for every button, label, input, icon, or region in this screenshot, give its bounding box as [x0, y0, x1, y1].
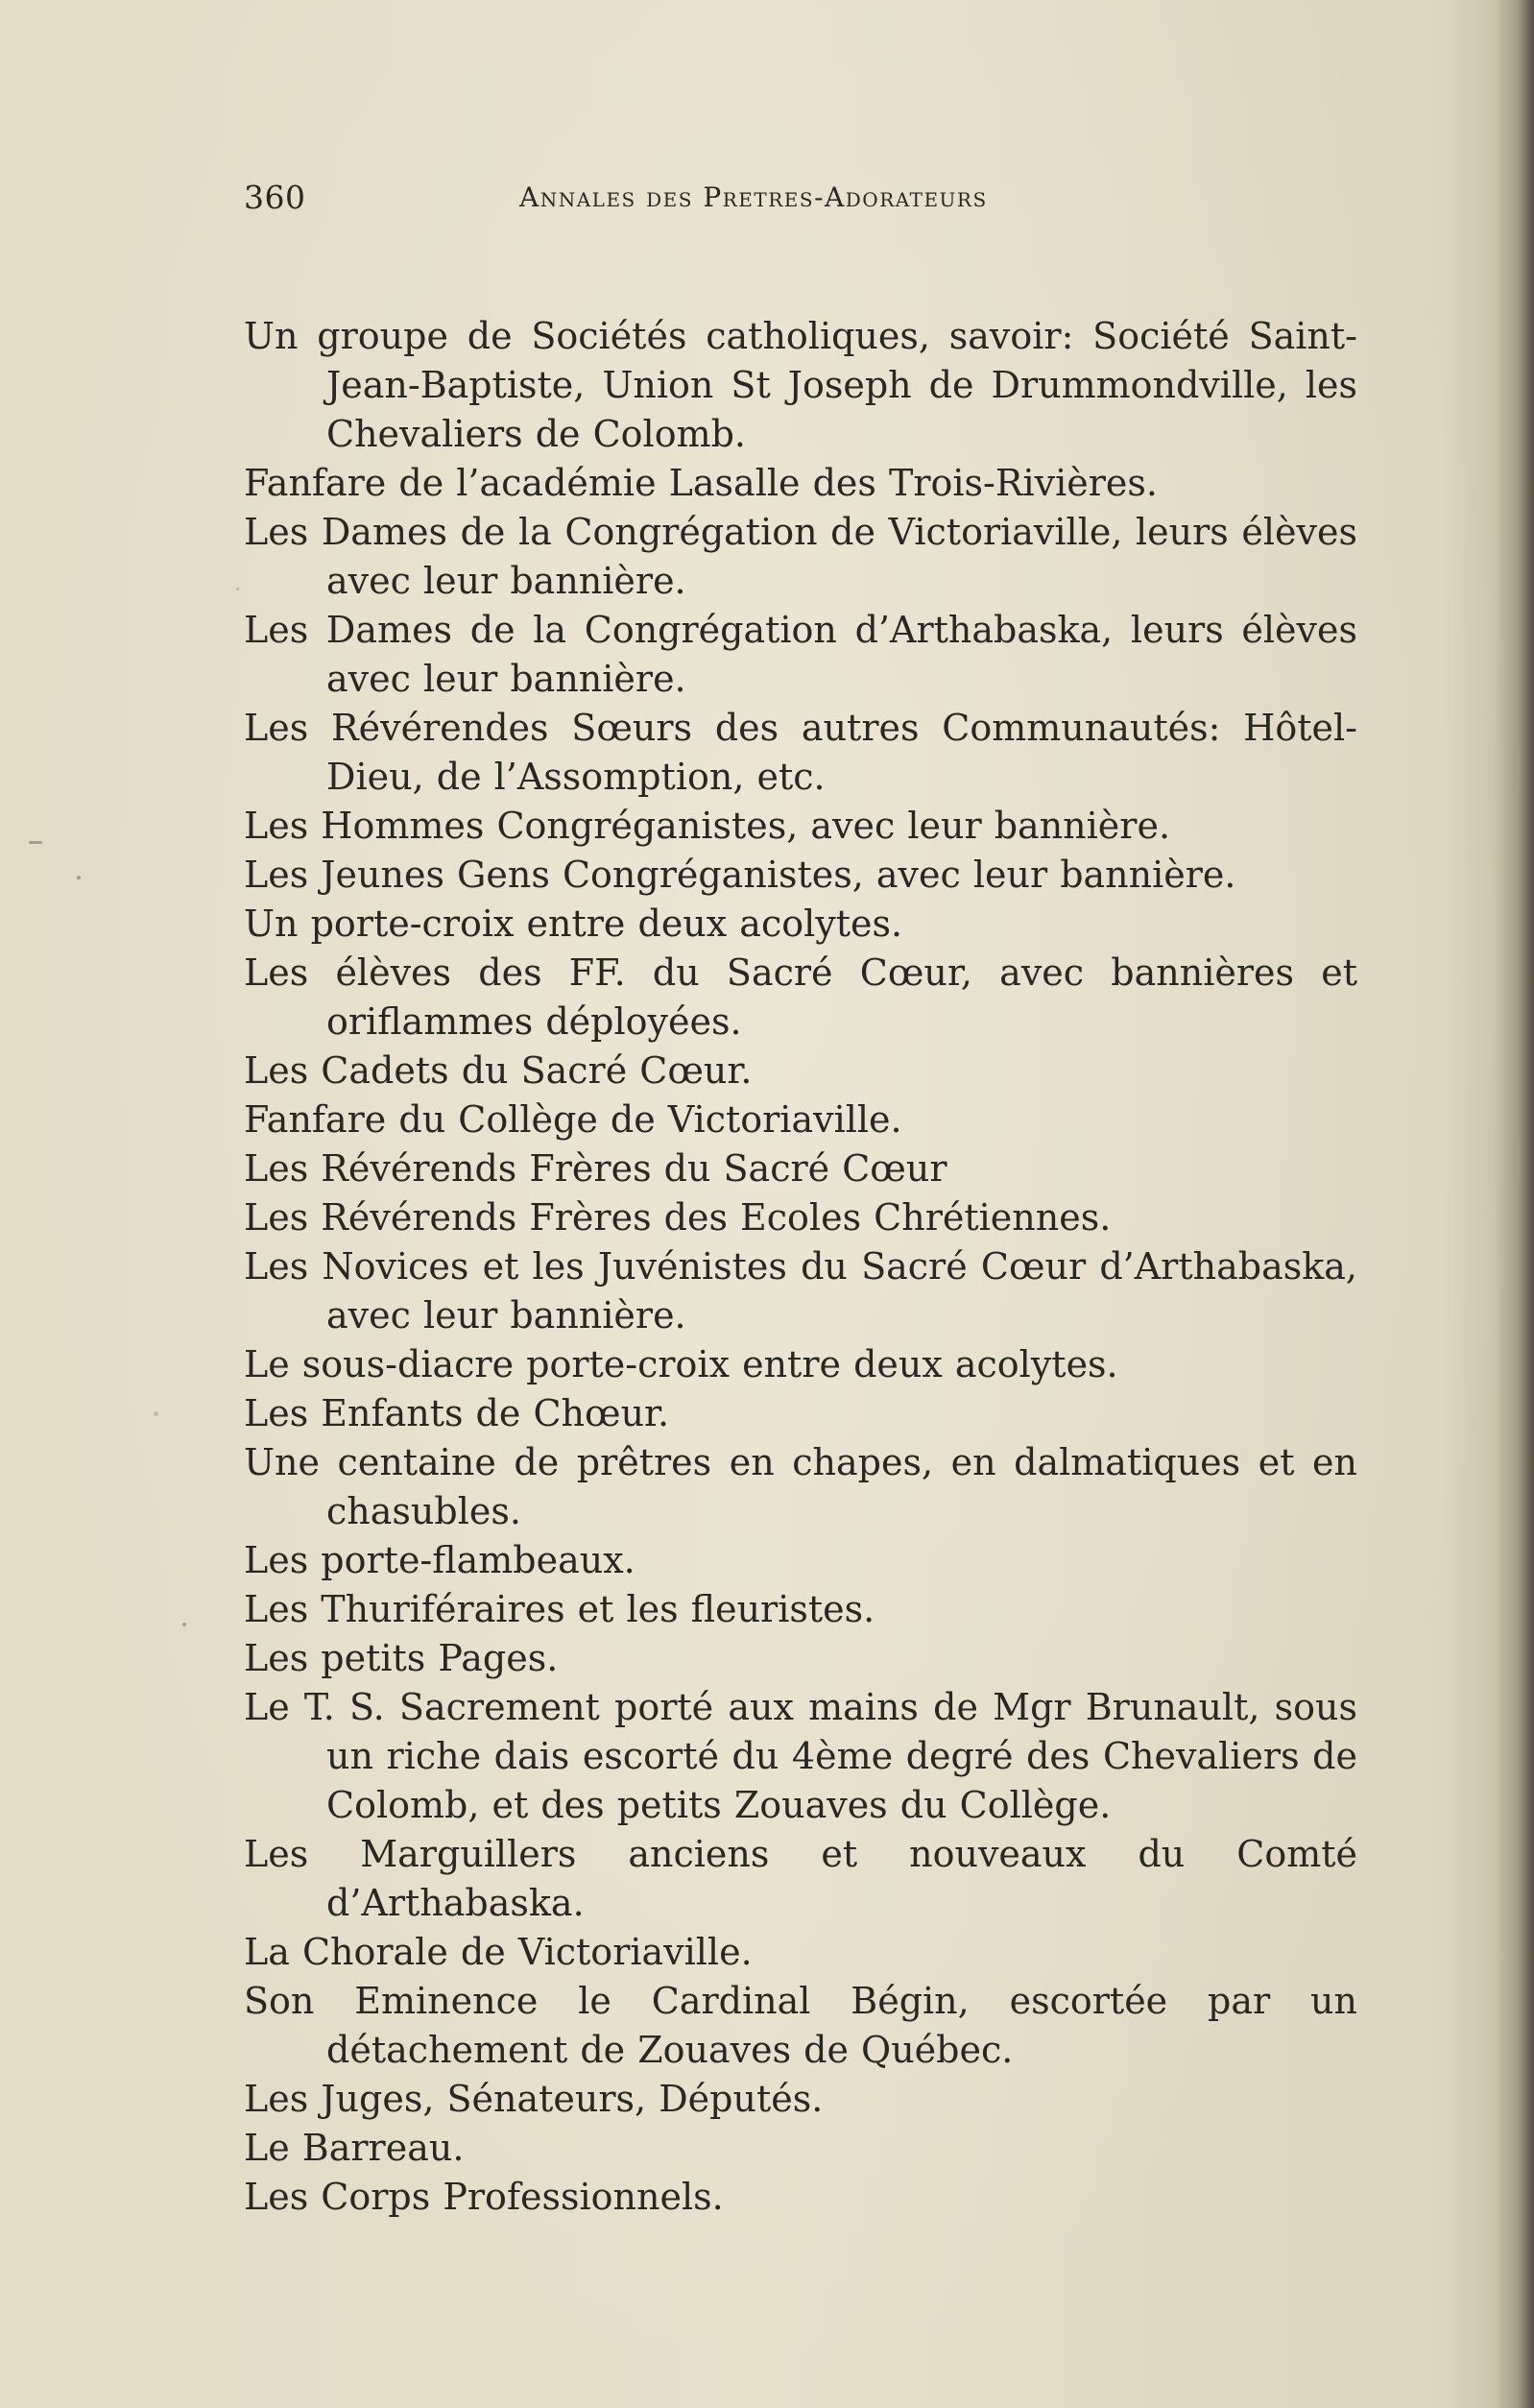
procession-entry: Les Dames de la Congrégation d’Arthabaska, leurs élèves avec leur bannière. — [244, 609, 1357, 700]
page-gutter-shadow — [1496, 0, 1534, 2408]
procession-entry: Son Eminence le Cardinal Bégin, escortée par un détachement de Zouaves de Québec. — [244, 1980, 1357, 2071]
paper-speck — [29, 841, 42, 844]
procession-entry: Fanfare de l’académie Lasalle des Trois-Rivières. — [244, 462, 1158, 504]
paper-speck — [182, 1623, 186, 1626]
procession-entry: Le T. S. Sacrement porté aux mains de Mgr Brunault, sous un riche dais escorté du 4ème degré des Chevaliers de Colomb, et des petits Zouaves du Collège. — [244, 1686, 1357, 1826]
procession-entry: Une centaine de prêtres en chapes, en dalmatiques et en chasubles. — [244, 1441, 1357, 1532]
procession-entry: La Chorale de Victoriaville. — [244, 1931, 753, 1973]
procession-entry: Un groupe de Sociétés catholiques, savoir: Société Saint-Jean-Baptiste, Union St Joseph de Drummondville, les Chevaliers de Colomb. — [244, 315, 1357, 455]
page-number: 360 — [244, 179, 306, 216]
procession-entry: Les Dames de la Congrégation de Victoriaville, leurs élèves avec leur bannière. — [244, 511, 1357, 602]
procession-entry: Le sous-diacre porte-croix entre deux acolytes. — [244, 1343, 1118, 1385]
procession-entry: Les Enfants de Chœur. — [244, 1392, 670, 1434]
procession-entry: Fanfare du Collège de Victoriaville. — [244, 1098, 902, 1141]
procession-entry: Les Corps Professionnels. — [244, 2176, 724, 2218]
procession-entry: Les petits Pages. — [244, 1637, 559, 1679]
running-head — [244, 176, 1357, 220]
procession-entry: Les Juges, Sénateurs, Députés. — [244, 2078, 824, 2120]
procession-entry: Les Hommes Congréganistes, avec leur bannière. — [244, 805, 1171, 847]
procession-entry: Les porte-flambeaux. — [244, 1539, 635, 1581]
paper-speck — [154, 1411, 158, 1416]
paper-speck — [236, 588, 239, 590]
procession-entry: Les Thuriféraires et les fleuristes. — [244, 1588, 875, 1630]
paper-speck — [77, 876, 81, 879]
procession-entry: Les Révérendes Sœurs des autres Communautés: Hôtel-Dieu, de l’Assomption, etc. — [244, 707, 1357, 798]
journal-title: Annales des Pretres-Adorateurs — [519, 181, 988, 213]
procession-entry: Les élèves des FF. du Sacré Cœur, avec bannières et oriflammes déployées. — [244, 951, 1357, 1043]
procession-entry: Le Barreau. — [244, 2127, 465, 2169]
procession-entry: Un porte-croix entre deux acolytes. — [244, 903, 903, 945]
procession-entry: Les Révérends Frères des Ecoles Chrétiennes. — [244, 1196, 1112, 1239]
procession-entry: Les Révérends Frères du Sacré Cœur — [244, 1147, 947, 1190]
procession-entry: Les Cadets du Sacré Cœur. — [244, 1049, 753, 1092]
procession-entry: Les Marguillers anciens et nouveaux du Comté d’Arthabaska. — [244, 1833, 1357, 1924]
procession-entry: Les Novices et les Juvénistes du Sacré Cœur d’Arthabaska, avec leur bannière. — [244, 1245, 1357, 1336]
procession-list — [244, 312, 1357, 2222]
procession-entry: Les Jeunes Gens Congréganistes, avec leur bannière. — [244, 854, 1236, 896]
